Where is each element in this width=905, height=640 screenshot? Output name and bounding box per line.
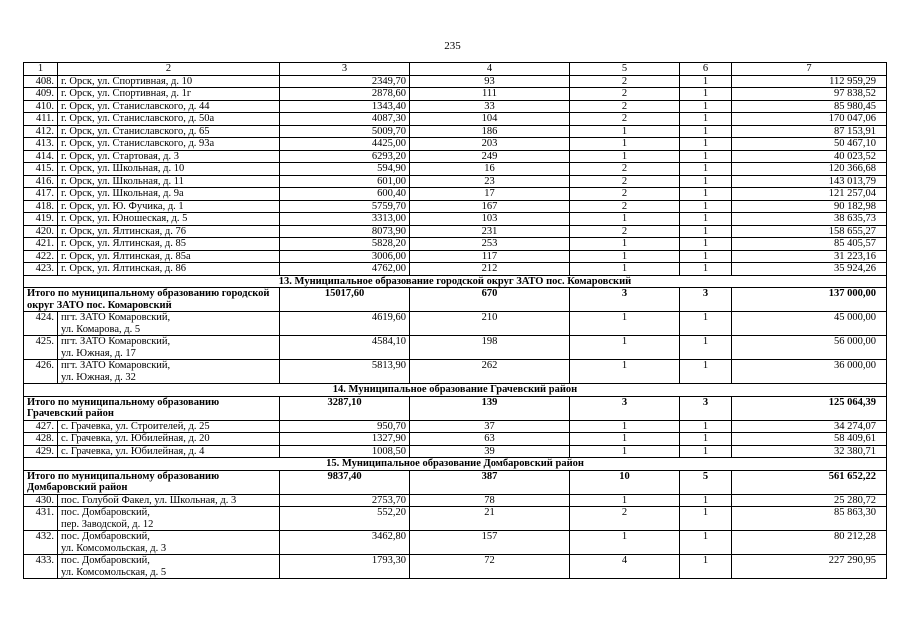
- people-cell: 37: [410, 420, 570, 433]
- people-cell: 212: [410, 263, 570, 276]
- table-row: [24, 88, 887, 101]
- row-number-cell: 431.: [24, 507, 58, 531]
- column-6-cell: 1: [680, 163, 732, 176]
- row-number-cell: 411.: [24, 113, 58, 126]
- column-6-cell: 1: [680, 150, 732, 163]
- people-cell: 39: [410, 445, 570, 458]
- address-line: пгт. ЗАТО Комаровский,: [61, 312, 171, 323]
- area-cell: 1793,30: [280, 555, 410, 579]
- row-number-cell: 432.: [24, 531, 58, 555]
- total-people-cell: 387: [410, 470, 570, 494]
- column-5-cell: 1: [570, 263, 680, 276]
- total-label: Итого по муниципальному образованию Домбаровский район: [24, 470, 280, 494]
- column-5-cell: 2: [570, 175, 680, 188]
- address-line: пос. Домбаровский,: [61, 555, 150, 566]
- column-6-cell: 1: [680, 88, 732, 101]
- sum-cell: 85 863,30: [732, 507, 887, 531]
- column-6-cell: 1: [680, 200, 732, 213]
- total-people-cell: 670: [410, 288, 570, 312]
- area-cell: 950,70: [280, 420, 410, 433]
- column-5-cell: 2: [570, 200, 680, 213]
- column-5-cell: 2: [570, 188, 680, 201]
- table-row: [24, 420, 887, 433]
- table-row: [24, 433, 887, 446]
- people-cell: 111: [410, 88, 570, 101]
- page-number: 235: [444, 40, 461, 52]
- total-sum-cell: 137 000,00: [732, 288, 887, 312]
- table-row: [24, 138, 887, 151]
- row-number-cell: 426.: [24, 360, 58, 384]
- column-6-cell: 1: [680, 213, 732, 226]
- table-row: [24, 531, 887, 555]
- people-cell: 262: [410, 360, 570, 384]
- column-5-cell: 1: [570, 213, 680, 226]
- column-6-cell: 1: [680, 555, 732, 579]
- area-cell: 5828,20: [280, 238, 410, 251]
- address-cell: [58, 531, 280, 555]
- row-number-cell: 418.: [24, 200, 58, 213]
- sum-cell: 227 290,95: [732, 555, 887, 579]
- column-5-cell: 1: [570, 125, 680, 138]
- address-cell: г. Орск, ул. Юношеская, д. 5: [58, 213, 280, 226]
- total-column-6-cell: 3: [680, 396, 732, 420]
- column-6-cell: 1: [680, 336, 732, 360]
- section-title: 14. Муниципальное образование Грачевский район: [24, 384, 887, 397]
- table-row: [24, 263, 887, 276]
- area-cell: 3313,00: [280, 213, 410, 226]
- sum-cell: 45 000,00: [732, 312, 887, 336]
- address-line: ул. Южная, д. 32: [61, 371, 136, 383]
- address-cell: г. Орск, ул. Ялтинская, д. 85а: [58, 250, 280, 263]
- section-header-row: [24, 275, 887, 288]
- column-5-cell: 1: [570, 336, 680, 360]
- column-5-cell: 1: [570, 238, 680, 251]
- sum-cell: 38 635,73: [732, 213, 887, 226]
- row-number-cell: 416.: [24, 175, 58, 188]
- address-line: пер. Заводской, д. 12: [61, 518, 154, 530]
- people-cell: 249: [410, 150, 570, 163]
- address-cell: г. Орск, ул. Школьная, д. 10: [58, 163, 280, 176]
- sum-cell: 85 980,45: [732, 100, 887, 113]
- sum-cell: 31 223,16: [732, 250, 887, 263]
- people-cell: 198: [410, 336, 570, 360]
- people-cell: 210: [410, 312, 570, 336]
- address-line: пос. Домбаровский,: [61, 531, 150, 542]
- table-row: [24, 312, 887, 336]
- table-row: [24, 238, 887, 251]
- address-cell: [58, 507, 280, 531]
- row-number-cell: 412.: [24, 125, 58, 138]
- sum-cell: 120 366,68: [732, 163, 887, 176]
- address-line: ул. Комарова, д. 5: [61, 323, 141, 335]
- column-header: 3: [280, 63, 410, 76]
- section-header-row: [24, 458, 887, 471]
- column-header: 6: [680, 63, 732, 76]
- table-row: [24, 445, 887, 458]
- sum-cell: 170 047,06: [732, 113, 887, 126]
- column-5-cell: 1: [570, 150, 680, 163]
- table-row: [24, 360, 887, 384]
- table-row: [24, 507, 887, 531]
- column-6-cell: 1: [680, 75, 732, 88]
- row-number-cell: 429.: [24, 445, 58, 458]
- row-number-cell: 420.: [24, 225, 58, 238]
- address-cell: г. Орск, ул. Станиславского, д. 50а: [58, 113, 280, 126]
- total-column-5-cell: 10: [570, 470, 680, 494]
- people-cell: 63: [410, 433, 570, 446]
- area-cell: 3006,00: [280, 250, 410, 263]
- address-line: ул. Комсомольская, д. 5: [61, 566, 167, 578]
- column-5-cell: 2: [570, 75, 680, 88]
- area-cell: 2878,60: [280, 88, 410, 101]
- address-cell: г. Орск, ул. Станиславского, д. 44: [58, 100, 280, 113]
- address-cell: г. Орск, ул. Ялтинская, д. 76: [58, 225, 280, 238]
- sum-cell: 36 000,00: [732, 360, 887, 384]
- address-cell: г. Орск, ул. Ялтинская, д. 85: [58, 238, 280, 251]
- area-cell: 6293,20: [280, 150, 410, 163]
- row-number-cell: 414.: [24, 150, 58, 163]
- area-cell: 4425,00: [280, 138, 410, 151]
- area-cell: 1008,50: [280, 445, 410, 458]
- area-cell: 4584,10: [280, 336, 410, 360]
- sum-cell: 40 023,52: [732, 150, 887, 163]
- sum-cell: 50 467,10: [732, 138, 887, 151]
- area-cell: 4619,60: [280, 312, 410, 336]
- column-6-cell: 1: [680, 138, 732, 151]
- table-row: [24, 336, 887, 360]
- sum-cell: 58 409,61: [732, 433, 887, 446]
- sum-cell: 158 655,27: [732, 225, 887, 238]
- people-cell: 16: [410, 163, 570, 176]
- address-cell: г. Орск, ул. Станиславского, д. 93а: [58, 138, 280, 151]
- address-cell: г. Орск, ул. Спортивная, д. 10: [58, 75, 280, 88]
- column-5-cell: 1: [570, 494, 680, 507]
- column-6-cell: 1: [680, 420, 732, 433]
- column-6-cell: 1: [680, 188, 732, 201]
- address-cell: г. Орск, ул. Ю. Фучика, д. 1: [58, 200, 280, 213]
- column-6-cell: 1: [680, 507, 732, 531]
- total-label: Итого по муниципальному образованию городской округ ЗАТО пос. Комаровский: [24, 288, 280, 312]
- sum-cell: 56 000,00: [732, 336, 887, 360]
- column-5-cell: 4: [570, 555, 680, 579]
- area-cell: 5813,90: [280, 360, 410, 384]
- address-cell: с. Грачевка, ул. Юбилейная, д. 20: [58, 433, 280, 446]
- address-line: ул. Южная, д. 17: [61, 347, 136, 359]
- address-cell: [58, 555, 280, 579]
- row-number-cell: 433.: [24, 555, 58, 579]
- row-number-cell: 425.: [24, 336, 58, 360]
- address-cell: г. Орск, ул. Станиславского, д. 65: [58, 125, 280, 138]
- people-cell: 253: [410, 238, 570, 251]
- area-cell: 5009,70: [280, 125, 410, 138]
- row-number-cell: 428.: [24, 433, 58, 446]
- table-row: [24, 150, 887, 163]
- people-cell: 93: [410, 75, 570, 88]
- area-cell: 1343,40: [280, 100, 410, 113]
- area-cell: 2349,70: [280, 75, 410, 88]
- column-5-cell: 2: [570, 163, 680, 176]
- sum-cell: 121 257,04: [732, 188, 887, 201]
- people-cell: 23: [410, 175, 570, 188]
- people-cell: 21: [410, 507, 570, 531]
- table-row: [24, 225, 887, 238]
- column-6-cell: 1: [680, 225, 732, 238]
- total-row: [24, 470, 887, 494]
- row-number-cell: 422.: [24, 250, 58, 263]
- column-header: 1: [24, 63, 58, 76]
- table-row: [24, 75, 887, 88]
- people-cell: 157: [410, 531, 570, 555]
- area-cell: 601,00: [280, 175, 410, 188]
- column-5-cell: 1: [570, 531, 680, 555]
- address-cell: пос. Голубой Факел, ул. Школьная, д. 3: [58, 494, 280, 507]
- table-row: [24, 213, 887, 226]
- total-area-cell: 15017,60: [280, 288, 410, 312]
- row-number-cell: 421.: [24, 238, 58, 251]
- address-cell: г. Орск, ул. Ялтинская, д. 86: [58, 263, 280, 276]
- total-column-5-cell: 3: [570, 396, 680, 420]
- people-cell: 103: [410, 213, 570, 226]
- total-sum-cell: 125 064,39: [732, 396, 887, 420]
- column-6-cell: 1: [680, 125, 732, 138]
- column-5-cell: 2: [570, 100, 680, 113]
- total-area-cell: 9837,40: [280, 470, 410, 494]
- row-number-cell: 423.: [24, 263, 58, 276]
- column-6-cell: 1: [680, 531, 732, 555]
- row-number-cell: 427.: [24, 420, 58, 433]
- address-cell: г. Орск, ул. Школьная, д. 9а: [58, 188, 280, 201]
- area-cell: 8073,90: [280, 225, 410, 238]
- column-header: 5: [570, 63, 680, 76]
- total-row: [24, 396, 887, 420]
- column-5-cell: 1: [570, 250, 680, 263]
- area-cell: 1327,90: [280, 433, 410, 446]
- row-number-cell: 417.: [24, 188, 58, 201]
- sum-cell: 25 280,72: [732, 494, 887, 507]
- sum-cell: 80 212,28: [732, 531, 887, 555]
- column-5-cell: 1: [570, 445, 680, 458]
- column-6-cell: 1: [680, 175, 732, 188]
- area-cell: 3462,80: [280, 531, 410, 555]
- column-6-cell: 1: [680, 312, 732, 336]
- area-cell: 600,40: [280, 188, 410, 201]
- column-6-cell: 1: [680, 445, 732, 458]
- address-line: пгт. ЗАТО Комаровский,: [61, 360, 171, 371]
- table-row: [24, 125, 887, 138]
- people-cell: 104: [410, 113, 570, 126]
- address-cell: [58, 312, 280, 336]
- table-row: [24, 100, 887, 113]
- column-header: 2: [58, 63, 280, 76]
- table-row: [24, 200, 887, 213]
- total-column-6-cell: 5: [680, 470, 732, 494]
- address-line: пос. Домбаровский,: [61, 507, 150, 518]
- column-5-cell: 2: [570, 507, 680, 531]
- section-header-row: [24, 384, 887, 397]
- row-number-cell: 409.: [24, 88, 58, 101]
- row-number-cell: 419.: [24, 213, 58, 226]
- row-number-cell: 413.: [24, 138, 58, 151]
- table-row: [24, 555, 887, 579]
- address-cell: [58, 360, 280, 384]
- column-5-cell: 2: [570, 225, 680, 238]
- people-cell: 117: [410, 250, 570, 263]
- sum-cell: 112 959,29: [732, 75, 887, 88]
- people-cell: 203: [410, 138, 570, 151]
- address-line: ул. Комсомольская, д. 3: [61, 542, 167, 554]
- column-5-cell: 2: [570, 88, 680, 101]
- table-row: [24, 188, 887, 201]
- people-cell: 78: [410, 494, 570, 507]
- column-6-cell: 1: [680, 494, 732, 507]
- sum-cell: 90 182,98: [732, 200, 887, 213]
- table-row: [24, 175, 887, 188]
- column-5-cell: 1: [570, 360, 680, 384]
- row-number-cell: 424.: [24, 312, 58, 336]
- row-number-cell: 430.: [24, 494, 58, 507]
- column-6-cell: 1: [680, 100, 732, 113]
- register-table: [23, 62, 887, 579]
- sum-cell: 97 838,52: [732, 88, 887, 101]
- total-sum-cell: 561 652,22: [732, 470, 887, 494]
- people-cell: 167: [410, 200, 570, 213]
- section-title: 15. Муниципальное образование Домбаровский район: [24, 458, 887, 471]
- column-5-cell: 1: [570, 433, 680, 446]
- column-6-cell: 1: [680, 250, 732, 263]
- table-row: [24, 250, 887, 263]
- column-5-cell: 1: [570, 312, 680, 336]
- area-cell: 5759,70: [280, 200, 410, 213]
- area-cell: 4762,00: [280, 263, 410, 276]
- column-6-cell: 1: [680, 433, 732, 446]
- area-cell: 4087,30: [280, 113, 410, 126]
- address-cell: с. Грачевка, ул. Юбилейная, д. 4: [58, 445, 280, 458]
- column-5-cell: 1: [570, 138, 680, 151]
- total-column-5-cell: 3: [570, 288, 680, 312]
- people-cell: 72: [410, 555, 570, 579]
- sum-cell: 143 013,79: [732, 175, 887, 188]
- total-row: [24, 288, 887, 312]
- people-cell: 17: [410, 188, 570, 201]
- address-cell: г. Орск, ул. Школьная, д. 11: [58, 175, 280, 188]
- table-row: [24, 113, 887, 126]
- section-title: 13. Муниципальное образование городской округ ЗАТО пос. Комаровский: [24, 275, 887, 288]
- address-cell: г. Орск, ул. Спортивная, д. 1г: [58, 88, 280, 101]
- column-6-cell: 1: [680, 263, 732, 276]
- address-cell: с. Грачевка, ул. Строителей, д. 25: [58, 420, 280, 433]
- people-cell: 231: [410, 225, 570, 238]
- area-cell: 2753,70: [280, 494, 410, 507]
- table-row: [24, 163, 887, 176]
- column-6-cell: 1: [680, 238, 732, 251]
- row-number-cell: 410.: [24, 100, 58, 113]
- sum-cell: 87 153,91: [732, 125, 887, 138]
- total-column-6-cell: 3: [680, 288, 732, 312]
- sum-cell: 35 924,26: [732, 263, 887, 276]
- people-cell: 33: [410, 100, 570, 113]
- row-number-cell: 408.: [24, 75, 58, 88]
- total-label: Итого по муниципальному образованию Грачевский район: [24, 396, 280, 420]
- address-line: пгт. ЗАТО Комаровский,: [61, 336, 171, 347]
- sum-cell: 85 405,57: [732, 238, 887, 251]
- column-header: 7: [732, 63, 887, 76]
- row-number-cell: 415.: [24, 163, 58, 176]
- people-cell: 186: [410, 125, 570, 138]
- column-header: 4: [410, 63, 570, 76]
- area-cell: 552,20: [280, 507, 410, 531]
- column-header-row: [24, 63, 887, 76]
- column-6-cell: 1: [680, 360, 732, 384]
- sum-cell: 34 274,07: [732, 420, 887, 433]
- total-people-cell: 139: [410, 396, 570, 420]
- column-6-cell: 1: [680, 113, 732, 126]
- table-row: [24, 494, 887, 507]
- address-cell: [58, 336, 280, 360]
- address-cell: г. Орск, ул. Стартовая, д. 3: [58, 150, 280, 163]
- total-area-cell: 3287,10: [280, 396, 410, 420]
- area-cell: 594,90: [280, 163, 410, 176]
- sum-cell: 32 380,71: [732, 445, 887, 458]
- column-5-cell: 2: [570, 113, 680, 126]
- column-5-cell: 1: [570, 420, 680, 433]
